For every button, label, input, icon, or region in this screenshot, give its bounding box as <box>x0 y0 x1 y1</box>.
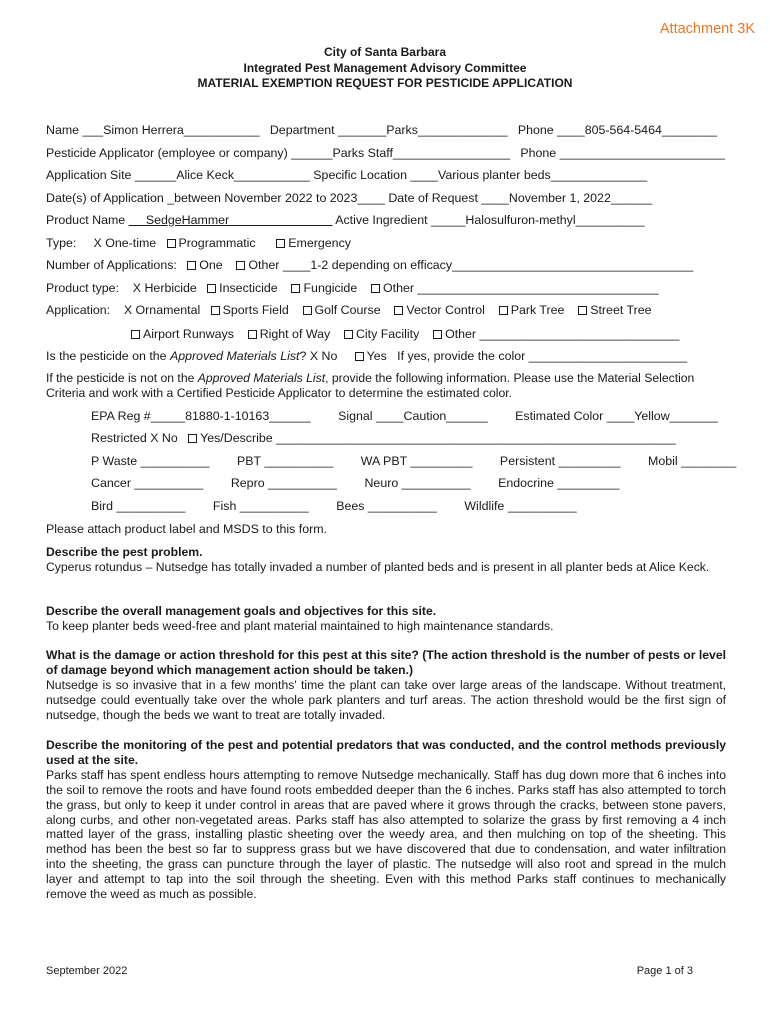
checkbox-box[interactable] <box>578 306 587 315</box>
header-title: MATERIAL EXEMPTION REQUEST FOR PESTICIDE APPLICATION <box>197 76 573 90</box>
section-body: Cyperus rotundus – Nutsedge has totally invaded a number of planted beds and is present in all planter beds at Alice Keck. <box>46 559 710 574</box>
checkbox-sports-field[interactable] <box>211 303 289 317</box>
number-of-applications-line <box>46 258 693 273</box>
header-committee: Integrated Pest Management Advisory Committee <box>243 60 527 75</box>
section-monitoring <box>46 738 726 902</box>
name-department-phone-line: Name ___Simon Herrera___________ Department _______Parks_____________ Phone ____805-564-5464________ <box>46 123 717 137</box>
checkbox-airport-runways[interactable] <box>131 327 234 341</box>
checkbox-box[interactable] <box>207 284 216 293</box>
applicator-line: Pesticide Applicator (employee or company) ______Parks Staff_________________ Phone ________________________ <box>46 146 726 160</box>
section-heading: Describe the monitoring of the pest and potential predators that was conducted, and the control methods previously used at the site. <box>46 738 726 767</box>
checkbox-box[interactable] <box>303 306 312 315</box>
checkbox-restricted-yes[interactable] <box>188 431 676 445</box>
section-heading: Describe the pest problem. <box>46 545 203 559</box>
checkbox-label: Other ___________________________________ <box>383 281 659 295</box>
checkbox-box[interactable] <box>187 261 196 270</box>
checkbox-other-count[interactable] <box>236 258 693 272</box>
not-on-list-italic: Approved Materials List <box>197 371 326 385</box>
checkbox-label: Emergency <box>288 236 351 250</box>
waste-line: P Waste __________ PBT __________ WA PBT _________ Persistent _________ Mobil ________ <box>91 454 737 468</box>
checkbox-label: Right of Way <box>259 327 331 341</box>
checkbox-label: Programmatic <box>178 236 256 250</box>
checkbox-approved-yes[interactable] <box>355 349 688 363</box>
product-name-value: SedgeHammer <box>128 213 333 227</box>
product-name-label: Product Name <box>46 213 129 227</box>
checkbox-label: Golf Course <box>314 303 381 317</box>
approved-text-post: ? X No <box>299 349 348 363</box>
application-site-line: Application Site ______Alice Keck___________ Specific Location ____Various planter beds______________ <box>46 168 648 182</box>
checkbox-label: Airport Runways <box>143 327 234 341</box>
checkbox-label: Fungicide <box>303 281 358 295</box>
section-management-goals <box>46 604 726 634</box>
checkbox-box[interactable] <box>131 330 140 339</box>
checkbox-box[interactable] <box>276 239 285 248</box>
checkbox-city-facility[interactable] <box>344 327 419 341</box>
checkbox-one[interactable] <box>187 258 222 272</box>
checkbox-label: Yes If yes, provide the color _______________________ <box>366 349 688 363</box>
checkbox-label: Other _____________________________ <box>445 327 680 341</box>
approved-text-pre: Is the pesticide on the <box>46 349 170 363</box>
active-ingredient: Active Ingredient _____Halosulfuron-methyl__________ <box>332 213 645 227</box>
checkbox-street-tree[interactable] <box>578 303 651 317</box>
checkbox-label: One <box>199 258 223 272</box>
checkbox-right-of-way[interactable] <box>248 327 330 341</box>
attach-note: Please attach product label and MSDS to this form. <box>46 522 327 536</box>
checkbox-box[interactable] <box>433 330 442 339</box>
restricted-label: Restricted X No <box>91 431 189 445</box>
checkbox-box[interactable] <box>394 306 403 315</box>
checkbox-label: Sports Field <box>222 303 289 317</box>
attachment-label: Attachment 3K <box>659 21 755 37</box>
checkbox-box[interactable] <box>248 330 257 339</box>
footer-page-number: Page 1 of 3 <box>636 965 693 977</box>
checkbox-label: Park Tree <box>510 303 565 317</box>
checkbox-insecticide[interactable] <box>207 281 278 295</box>
checkbox-golf-course[interactable] <box>303 303 381 317</box>
section-heading: What is the damage or action threshold for this pest at this site? (The action threshold is the number of pests or level of damage beyond which management action should be taken.) <box>46 648 726 677</box>
checkbox-programmatic[interactable] <box>167 236 256 250</box>
not-on-list-text-2: , provide the following information. Please use the Material Selection <box>325 371 695 385</box>
approved-list-line <box>46 349 687 364</box>
bird-line: Bird __________ Fish __________ Bees __________ Wildlife __________ <box>91 499 577 513</box>
application-line <box>46 303 652 318</box>
application-line-2 <box>131 327 679 342</box>
checkbox-box[interactable] <box>211 306 220 315</box>
checkbox-label: City Facility <box>355 327 420 341</box>
footer-date: September 2022 <box>46 965 128 977</box>
application-label: Application: X Ornamental <box>46 303 211 317</box>
checkbox-other-application[interactable] <box>433 327 679 341</box>
checkbox-box[interactable] <box>188 434 197 443</box>
checkbox-box[interactable] <box>371 284 380 293</box>
cancer-line: Cancer __________ Repro __________ Neuro __________ Endocrine _________ <box>91 476 620 490</box>
not-on-list-line-2: Criteria and work with a Certified Pesticide Applicator to determine the estimated color. <box>46 386 513 400</box>
checkbox-box[interactable] <box>344 330 353 339</box>
checkbox-label: Yes/Describe __________________________________________________________ <box>200 431 676 445</box>
checkbox-label: Other ____1-2 depending on efficacy___________________________________ <box>248 258 694 272</box>
epa-line: EPA Reg #_____81880-1-10163______ Signal ____Caution______ Estimated Color ____Yellow_______ <box>91 409 718 423</box>
checkbox-emergency[interactable] <box>276 236 351 250</box>
num-apps-label: Number of Applications: <box>46 258 188 272</box>
not-on-list-line-1 <box>46 371 694 386</box>
checkbox-label: Street Tree <box>590 303 652 317</box>
dates-line: Date(s) of Application _between November 2022 to 2023____ Date of Request ____November 1, 2022______ <box>46 191 653 205</box>
checkbox-box[interactable] <box>355 352 364 361</box>
page-header <box>0 45 770 92</box>
checkbox-box[interactable] <box>291 284 300 293</box>
checkbox-park-tree[interactable] <box>499 303 565 317</box>
product-name-line <box>46 213 645 228</box>
product-type-line <box>46 281 659 296</box>
section-body: Nutsedge is so invasive that in a few months' time the plant can take over large areas of the landscape. Without treatment, nutsedge could eventually take over the whole park planters and turf areas. The action threshold would be the first sign of nutsedge, though the beds we want to treat are totally invaded. <box>46 677 726 722</box>
checkbox-vector-control[interactable] <box>394 303 485 317</box>
checkbox-fungicide[interactable] <box>291 281 357 295</box>
checkbox-box[interactable] <box>236 261 245 270</box>
section-action-threshold <box>46 648 726 723</box>
checkbox-label: Vector Control <box>406 303 485 317</box>
checkbox-label: Insecticide <box>219 281 278 295</box>
checkbox-other-product-type[interactable] <box>371 281 659 295</box>
section-body: Parks staff has spent endless hours attempting to remove Nutsedge mechanically. Staff has dug down more that 6 inches into the soil to remove the roots and have found roots embedded deeper than the 6 inches. Parks staff has also attempted to torch the grass, but only to keep it under control in areas that are paved where it grows through the cracks, between stone pavers, along curbs, and other non-vegetated areas. Parks staff has also attempted to solarize the grass by first removing a 4 inch matted layer of the grass, installing plastic sheeting over the weedy area, and then mulching on top of the sheeting. This method has been the best so far to suppress grass but we have discovered that due to condensation, and water infiltration into the sheeting, the grass can puncture through the layer of plastic. The nutsedge will also root and spread in the mulch layer and attempt to tap into the soil through the sheeting. Even with this method Parks staff continues to mechanically remove the weed as much as possible. <box>46 767 726 902</box>
checkbox-box[interactable] <box>167 239 176 248</box>
section-heading: Describe the overall management goals and objectives for this site. <box>46 604 437 618</box>
section-body: To keep planter beds weed-free and plant material maintained to high maintenance standards. <box>46 618 554 633</box>
not-on-list-text: If the pesticide is not on the <box>46 371 198 385</box>
approved-text-italic: Approved Materials List <box>170 349 300 363</box>
product-type-label: Product type: X Herbicide <box>46 281 208 295</box>
restricted-line <box>91 431 676 446</box>
type-line <box>46 236 351 251</box>
section-pest-problem <box>46 545 726 575</box>
type-label: Type: X One-time <box>46 236 167 250</box>
header-city: City of Santa Barbara <box>323 45 447 59</box>
checkbox-box[interactable] <box>499 306 508 315</box>
